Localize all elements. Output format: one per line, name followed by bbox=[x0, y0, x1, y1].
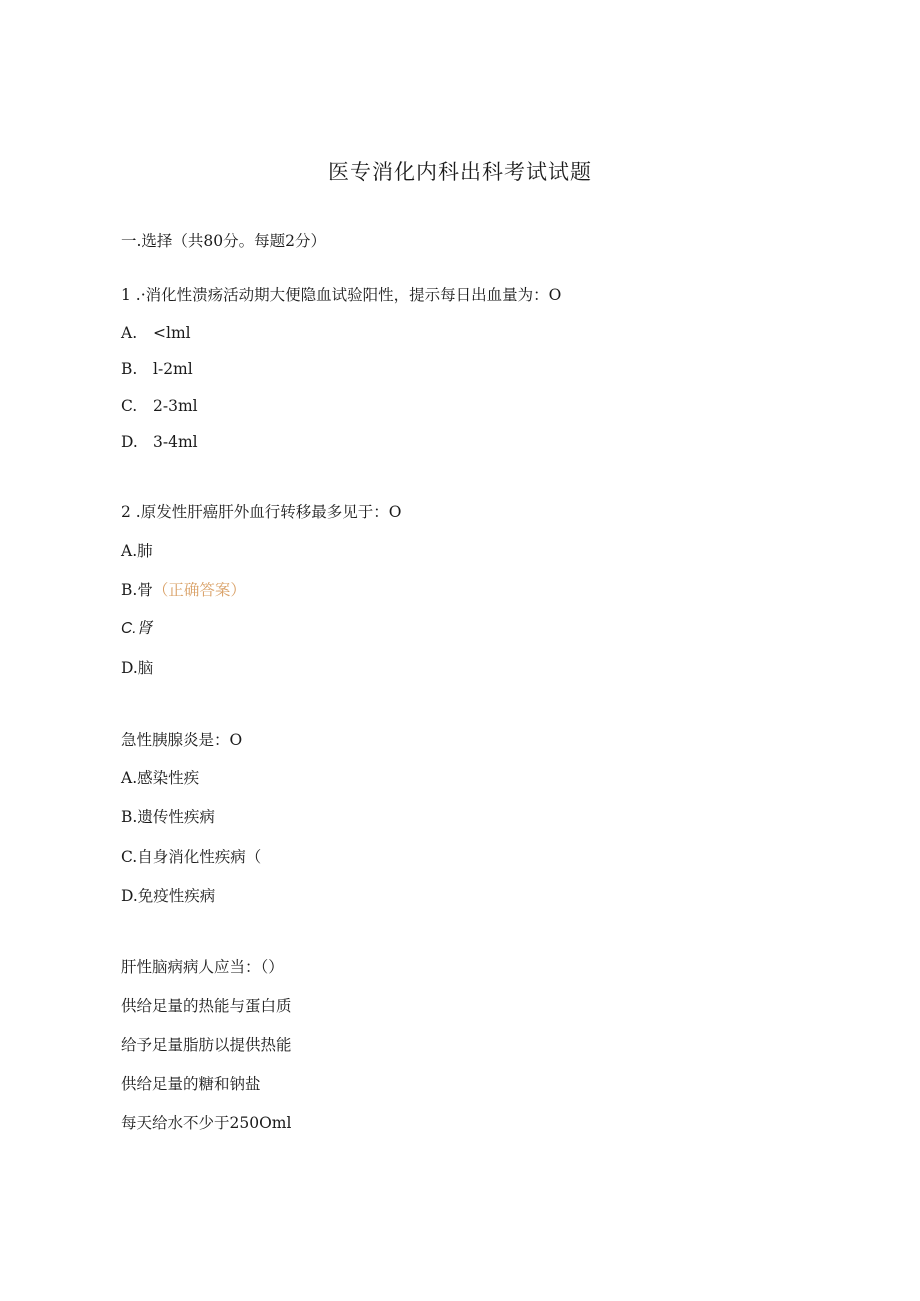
option-letter: C. bbox=[121, 397, 138, 415]
question-3-stem: 急性胰腺炎是：O bbox=[121, 731, 243, 749]
question-3-option-d: D.免疫性疾病 bbox=[121, 887, 216, 905]
question-1-stem: 1 .·消化性溃疡活动期大便隐血试验阳性，提示每日出血量为：O bbox=[121, 286, 562, 304]
option-letter: D. bbox=[121, 433, 138, 451]
correct-answer-hint: （正确答案） bbox=[152, 581, 246, 599]
option-text: l-2ml bbox=[153, 360, 193, 378]
option-text: B.骨 bbox=[121, 581, 153, 599]
question-1-option-c bbox=[121, 396, 198, 416]
section-heading: 一.选择（共80分。每题2分） bbox=[121, 232, 327, 250]
question-4-option-4: 每天给水不少于250Oml bbox=[121, 1114, 292, 1132]
option-text: 3-4ml bbox=[153, 433, 198, 451]
document-title: 医专消化内科出科考试试题 bbox=[328, 160, 592, 184]
question-4-option-3: 供给足量的糖和钠盐 bbox=[121, 1075, 261, 1093]
option-letter: A. bbox=[121, 324, 138, 342]
question-4-option-1: 供给足量的热能与蛋白质 bbox=[121, 997, 292, 1015]
option-text: <lml bbox=[153, 324, 191, 342]
question-3-option-c: C.自身消化性疾病（ bbox=[121, 848, 262, 866]
question-4-option-2: 给予足量脂肪以提供热能 bbox=[121, 1036, 292, 1054]
question-1-option-b bbox=[121, 359, 193, 379]
question-2-option-d: D.脑 bbox=[121, 659, 154, 677]
question-1-option-d bbox=[121, 432, 198, 452]
question-2-stem: 2 .原发性肝癌肝外血行转移最多见于：O bbox=[121, 503, 402, 521]
question-1-option-a bbox=[121, 323, 191, 343]
question-2-option-c: C.肾 bbox=[121, 620, 153, 637]
option-letter: B. bbox=[121, 360, 138, 378]
question-4-stem: 肝性脑病病人应当：（） bbox=[121, 958, 284, 976]
question-2-option-a: A.肺 bbox=[121, 542, 153, 560]
question-2-option-b bbox=[121, 580, 246, 600]
question-3-option-b: B.遗传性疾病 bbox=[121, 808, 215, 826]
question-3-option-a: A.感染性疾 bbox=[121, 769, 200, 787]
option-text: 2-3ml bbox=[153, 397, 198, 415]
